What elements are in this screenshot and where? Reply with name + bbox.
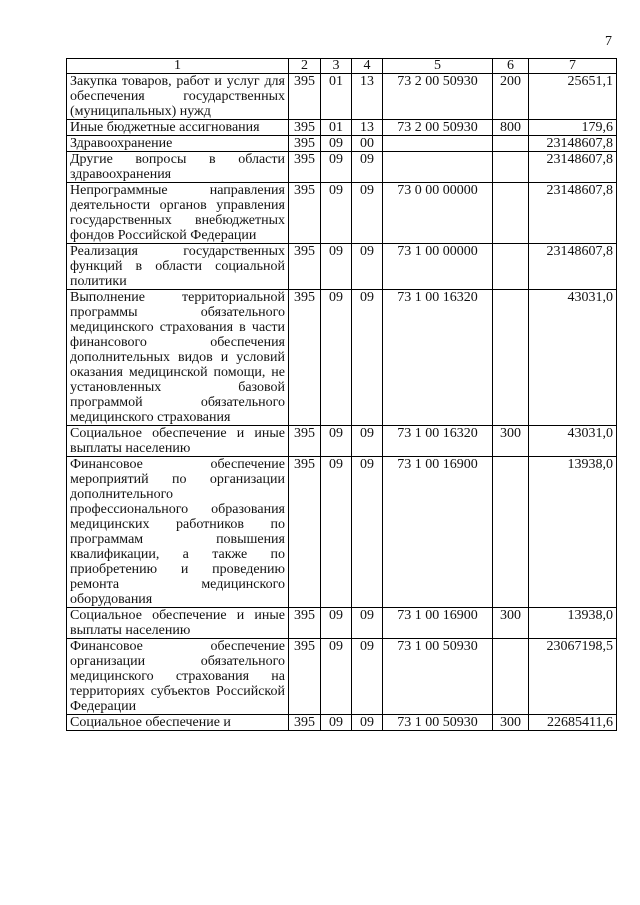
cell-name: Здравоохранение (67, 136, 289, 152)
table-row (67, 290, 617, 426)
cell-subsection: 09 (352, 183, 383, 244)
cell-kind: 200 (493, 74, 529, 120)
table-row (67, 74, 617, 120)
cell-amount: 13938,0 (529, 608, 617, 639)
cell-name: Другие вопросы в области здравоохранения (67, 152, 289, 183)
cell-name: Непрограммные направления деятельности органов управления государственных внебюджетных фондов Российской Федерации (67, 183, 289, 244)
cell-kind (493, 152, 529, 183)
cell-target: 73 0 00 00000 (383, 183, 493, 244)
cell-admin: 395 (289, 152, 321, 183)
cell-section: 09 (321, 183, 352, 244)
table-row (67, 457, 617, 608)
cell-admin: 395 (289, 290, 321, 426)
table-row (67, 183, 617, 244)
col-header-name: 1 (67, 59, 289, 74)
cell-kind: 800 (493, 120, 529, 136)
cell-section: 09 (321, 457, 352, 608)
cell-section: 09 (321, 639, 352, 715)
cell-subsection: 09 (352, 244, 383, 290)
page-number: 7 (605, 34, 612, 49)
table-row (67, 608, 617, 639)
cell-amount: 25651,1 (529, 74, 617, 120)
cell-name: Иные бюджетные ассигнования (67, 120, 289, 136)
table-header (67, 59, 617, 74)
table-body (67, 74, 617, 731)
cell-admin: 395 (289, 136, 321, 152)
cell-amount: 43031,0 (529, 426, 617, 457)
cell-kind (493, 639, 529, 715)
col-header-target: 5 (383, 59, 493, 74)
col-header-section: 3 (321, 59, 352, 74)
cell-section: 09 (321, 244, 352, 290)
cell-name: Выполнение территориальной программы обязательного медицинского страхования в части финансового обеспечения дополнительных видов и условий оказания медицинской помощи, не установленных базовой программой обязательного медицинского страхования (67, 290, 289, 426)
cell-target: 73 2 00 50930 (383, 74, 493, 120)
col-header-subsection: 4 (352, 59, 383, 74)
cell-target: 73 2 00 50930 (383, 120, 493, 136)
table-row (67, 715, 617, 731)
cell-target: 73 1 00 50930 (383, 715, 493, 731)
cell-section: 09 (321, 608, 352, 639)
cell-name: Финансовое обеспечение организации обязательного медицинского страхования на территориях субъектов Российской Федерации (67, 639, 289, 715)
cell-kind (493, 244, 529, 290)
cell-name: Закупка товаров, работ и услуг для обеспечения государственных (муниципальных) нужд (67, 74, 289, 120)
cell-admin: 395 (289, 244, 321, 290)
cell-section: 09 (321, 136, 352, 152)
cell-kind (493, 136, 529, 152)
col-header-kind: 6 (493, 59, 529, 74)
cell-subsection: 09 (352, 290, 383, 426)
cell-kind (493, 183, 529, 244)
cell-amount: 23148607,8 (529, 183, 617, 244)
cell-kind (493, 290, 529, 426)
table-row (67, 152, 617, 183)
cell-section: 01 (321, 74, 352, 120)
cell-admin: 395 (289, 426, 321, 457)
cell-name: Финансовое обеспечение мероприятий по организации дополнительного профессионального образования медицинских работников по программам повышения квалификации, а также по приобретению и проведению ремонта медицинского оборудования (67, 457, 289, 608)
cell-subsection: 09 (352, 715, 383, 731)
cell-subsection: 09 (352, 426, 383, 457)
cell-admin: 395 (289, 715, 321, 731)
col-header-amount: 7 (529, 59, 617, 74)
cell-amount: 23148607,8 (529, 244, 617, 290)
table-row (67, 244, 617, 290)
cell-admin: 395 (289, 457, 321, 608)
cell-kind: 300 (493, 426, 529, 457)
cell-subsection: 09 (352, 152, 383, 183)
cell-kind: 300 (493, 608, 529, 639)
cell-amount: 43031,0 (529, 290, 617, 426)
cell-target: 73 1 00 16900 (383, 608, 493, 639)
cell-subsection: 13 (352, 74, 383, 120)
cell-amount: 23148607,8 (529, 152, 617, 183)
cell-amount: 179,6 (529, 120, 617, 136)
cell-amount: 23148607,8 (529, 136, 617, 152)
cell-section: 09 (321, 715, 352, 731)
cell-admin: 395 (289, 183, 321, 244)
cell-target: 73 1 00 00000 (383, 244, 493, 290)
cell-section: 09 (321, 290, 352, 426)
table-row (67, 136, 617, 152)
header-row (67, 59, 617, 74)
cell-admin: 395 (289, 639, 321, 715)
cell-name: Реализация государственных функций в области социальной политики (67, 244, 289, 290)
cell-subsection: 00 (352, 136, 383, 152)
cell-target: 73 1 00 50930 (383, 639, 493, 715)
cell-target: 73 1 00 16320 (383, 426, 493, 457)
cell-subsection: 09 (352, 457, 383, 608)
cell-subsection: 09 (352, 608, 383, 639)
budget-table (66, 58, 617, 731)
cell-admin: 395 (289, 74, 321, 120)
cell-name: Социальное обеспечение и (67, 715, 289, 731)
table-row (67, 120, 617, 136)
col-header-admin: 2 (289, 59, 321, 74)
cell-subsection: 09 (352, 639, 383, 715)
cell-kind: 300 (493, 715, 529, 731)
table-row (67, 639, 617, 715)
cell-section: 09 (321, 152, 352, 183)
cell-section: 01 (321, 120, 352, 136)
cell-amount: 22685411,6 (529, 715, 617, 731)
cell-target (383, 136, 493, 152)
cell-target (383, 152, 493, 183)
cell-target: 73 1 00 16320 (383, 290, 493, 426)
cell-subsection: 13 (352, 120, 383, 136)
cell-target: 73 1 00 16900 (383, 457, 493, 608)
cell-admin: 395 (289, 120, 321, 136)
cell-kind (493, 457, 529, 608)
cell-name: Социальное обеспечение и иные выплаты населению (67, 608, 289, 639)
table-row (67, 426, 617, 457)
cell-admin: 395 (289, 608, 321, 639)
cell-amount: 23067198,5 (529, 639, 617, 715)
cell-name: Социальное обеспечение и иные выплаты населению (67, 426, 289, 457)
cell-amount: 13938,0 (529, 457, 617, 608)
cell-section: 09 (321, 426, 352, 457)
